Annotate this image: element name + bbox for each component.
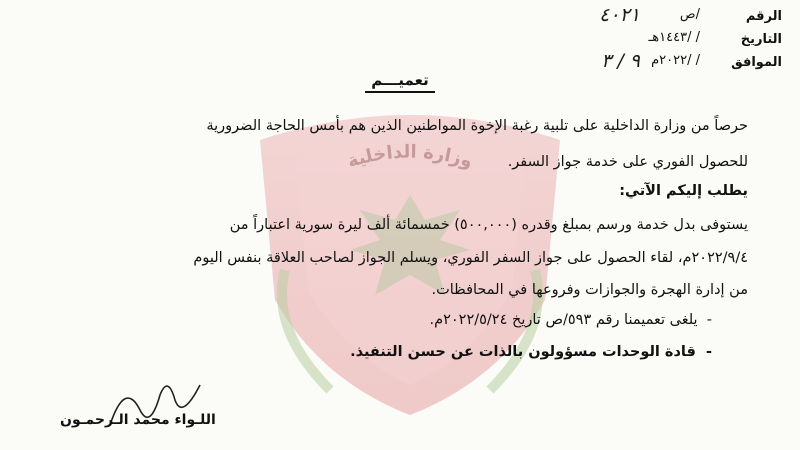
document-title-wrapper (0, 70, 800, 93)
paragraph2-line3: من إدارة الهجرة والجوازات وفروعها في المحافظات. (431, 282, 748, 298)
cancel-bullet: - (697, 312, 712, 328)
date-gregorian-value (520, 50, 710, 70)
paragraph2-line2: ٢٠٢٢/٩/٤م، لقاء الحصول على جواز السفر الفوري، ويسلم الجواز لصاحب العلاقة بنفس اليوم (193, 250, 748, 266)
paragraph2-line1: يستوفى بدل خدمة ورسم بمبلغ وقدره (٥٠٠,٠٠٠) خمسمائة ألف ليرة سورية اعتباراً من (229, 217, 748, 233)
date-hijri-value (520, 27, 710, 47)
corresponding-row (482, 48, 782, 70)
date-handwritten: ٩ / ٣ (601, 50, 640, 72)
document-meta (482, 2, 782, 71)
cancel-note-text: يلغى تعميمنا رقم ٥٩٣/ص تاريخ ٢٠٢٢/٥/٢٤م. (429, 312, 698, 328)
emblem-text: وزارة الداخلية (344, 141, 476, 173)
closing-line (28, 344, 712, 360)
cancel-note (28, 312, 712, 328)
reference-label: الرقم (745, 9, 782, 24)
request-heading: يطلب إليكم الآتي: (619, 183, 748, 199)
corresponding-label: الموافق (731, 55, 782, 70)
date-row (482, 25, 782, 47)
date-label: التاريخ (740, 32, 782, 47)
signatory-name: اللـواء محمد الـرحمـون (60, 412, 216, 428)
reference-handwritten: ٤٠٢١ (599, 4, 640, 26)
date-gregorian-printed: / /٢٠٢٢م (651, 53, 700, 68)
date-hijri-printed: / /١٤٤٣هـ (648, 30, 700, 45)
closing-bullet: - (695, 344, 712, 360)
reference-value (520, 4, 710, 24)
closing-text: قادة الوحدات مسؤولون بالذات عن حسن التنفيذ. (350, 344, 696, 360)
reference-row (482, 2, 782, 24)
paragraph1-line1: حرصاً من وزارة الداخلية على تلبية رغبة الإخوة المواطنين الذين هم بأمس الحاجة الضرورية (206, 118, 748, 134)
document-title: تعميـــم (365, 71, 434, 93)
paragraph1-line2: للحصول الفوري على خدمة جواز السفر. (507, 154, 748, 170)
reference-printed: /ص (679, 7, 700, 22)
